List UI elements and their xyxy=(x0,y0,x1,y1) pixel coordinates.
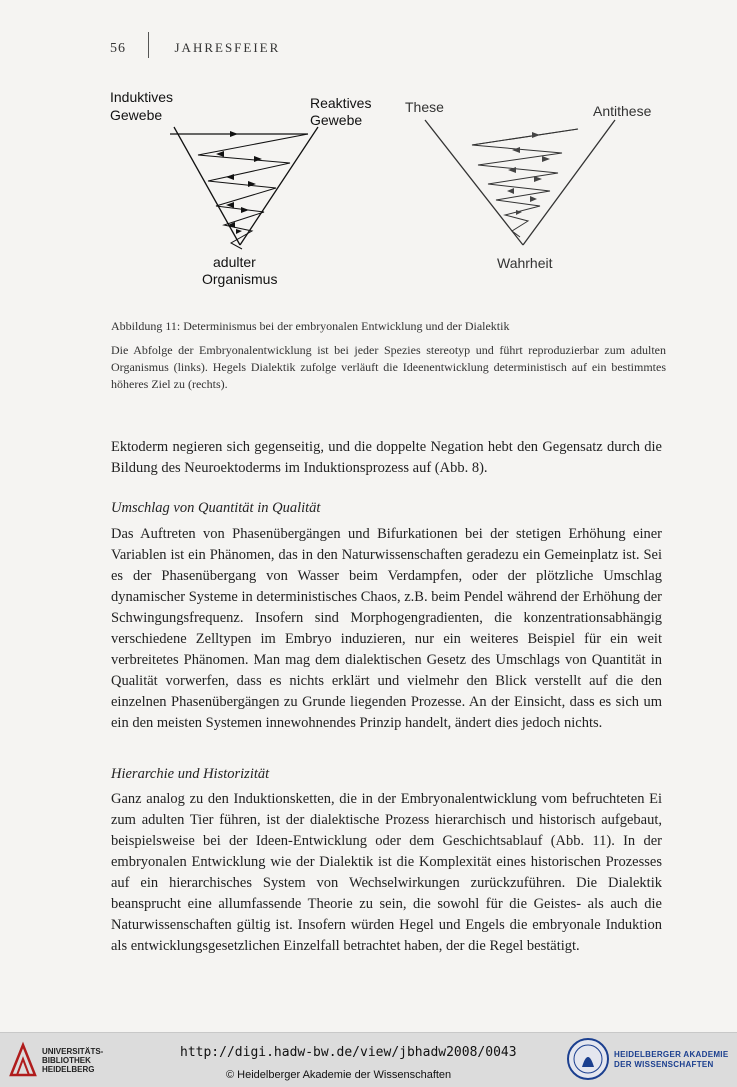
paragraph-2: Das Auftreten von Phasenübergängen und Bifurkationen bei der stetigen Erhöhung einer Variablen ist ein Phänomen, das in den Naturwissenschaften geradezu ein Gemeinplatz ist. Sei es der Phasenübergang von Wasser beim Verdampfen, oder der plötzliche Umschlag dynamischer Systeme in deterministisches Chaos, z.B. beim Pendel während der Erhöhung der Schwingungsfrequenz. Insofern sind Morphogengradienten, die konzentrationsabhängig verschiedene Zelltypen im Embryo induzieren, nur ein weiteres Beispiel für ein weit verbreitetes Phänomen. Man mag dem dialektischen Gesetz des Umschlags von Quantität in Qualität vorwerfen, dass es nichts erklärt und vielmehr den Blick verstellt auf die den einzelnen Phasenübergängen zu Grunde liegenden Prozesse. An der Einsicht, dass es sich um ein den meisten Systemen innewohnendes Prinzip handelt, ändert dies jedoch nichts. xyxy=(111,526,662,731)
academy-name xyxy=(614,1050,728,1070)
permalink-url[interactable]: http://digi.hadw-bw.de/view/jbhadw2008/0043 xyxy=(180,1045,517,1060)
copyright-notice: © Heidelberger Akademie der Wissenschaften xyxy=(226,1069,452,1081)
header-divider xyxy=(148,32,149,58)
library-line-1: UNIVERSITÄTS- xyxy=(42,1047,104,1056)
label-induktives-line1: Induktives xyxy=(110,89,174,105)
figure-caption-title: Abbildung 11: Determinismus bei der embryonalen Entwicklung und der Dialektik xyxy=(111,319,510,333)
label-wahrheit: Wahrheit xyxy=(497,255,553,271)
label-these: These xyxy=(405,99,444,115)
label-induktives-line2: Gewebe xyxy=(110,107,163,123)
paragraph-3: Ganz analog zu den Induktionsketten, die in der Embryonalentwicklung vom befruchteten Ei zum adulten Tier führen, ist der dialektische Prozess hierarchisch und historisch aufgebaut, beispielsweise bei der Ideen-Entwicklung oder dem Geschichtsablauf (Abb. 11). In der embryonalen Entwicklung wie der Dialektik ist die Komplexität eines historischen Prozesses auf ein hierarchisches System von Wechselwirkungen zurückzuführen. Die Dialektik beansprucht eine allumfassende Theorie zu sein, die sowohl für die Geistes- als auch die Naturwissenschaften gültig ist. Insofern würden Hegel und Engels die embryonale Induktion als entwicklungsgesetzlichen Einzelfall betrachtet haben, der die Regel bestätigt. xyxy=(111,791,662,954)
figure-11-diagram xyxy=(100,85,660,295)
dialectic-triangle xyxy=(425,120,615,245)
label-antithese: Antithese xyxy=(593,103,652,119)
figure-caption-text: Die Abfolge der Embryonalentwicklung ist bei jeder Spezies stereotyp und führt reproduzierbar zum adulten Organismus (links). Hegels Dialektik zufolge verläuft die Ideenentwicklung deterministisch auf ein bestimmtes höheres Ziel zu (rechts). xyxy=(111,343,666,391)
subheading-hierarchie: Hierarchie und Historizität xyxy=(111,766,270,782)
embryonic-triangle xyxy=(170,127,318,249)
label-organismus: Organismus xyxy=(202,271,278,287)
page-number: 56 xyxy=(110,41,126,56)
label-reaktives-line2: Gewebe xyxy=(310,112,363,128)
label-adulter: adulter xyxy=(213,254,256,270)
academy-line-2: DER WISSENSCHAFTEN xyxy=(614,1060,714,1069)
library-name xyxy=(42,1047,103,1074)
running-header xyxy=(110,40,280,57)
library-line-3: HEIDELBERG xyxy=(42,1065,95,1074)
subheading-umschlag: Umschlag von Quantität in Qualität xyxy=(111,500,321,516)
paragraph-1: Ektoderm negieren sich gegenseitig, und die doppelte Negation hebt den Gegensatz durch die Bildung des Neuroektoderms im Induktionsprozess auf (Abb. 8). xyxy=(111,439,662,476)
university-library-logo-icon xyxy=(8,1041,38,1079)
label-reaktives-line1: Reaktives xyxy=(310,95,372,111)
academy-seal-icon xyxy=(566,1037,610,1081)
academy-line-1: HEIDELBERGER AKADEMIE xyxy=(614,1050,729,1059)
library-line-2: BIBLIOTHEK xyxy=(42,1056,91,1065)
digitization-footer xyxy=(0,1032,737,1087)
running-title: JAHRESFEIER xyxy=(174,40,281,55)
